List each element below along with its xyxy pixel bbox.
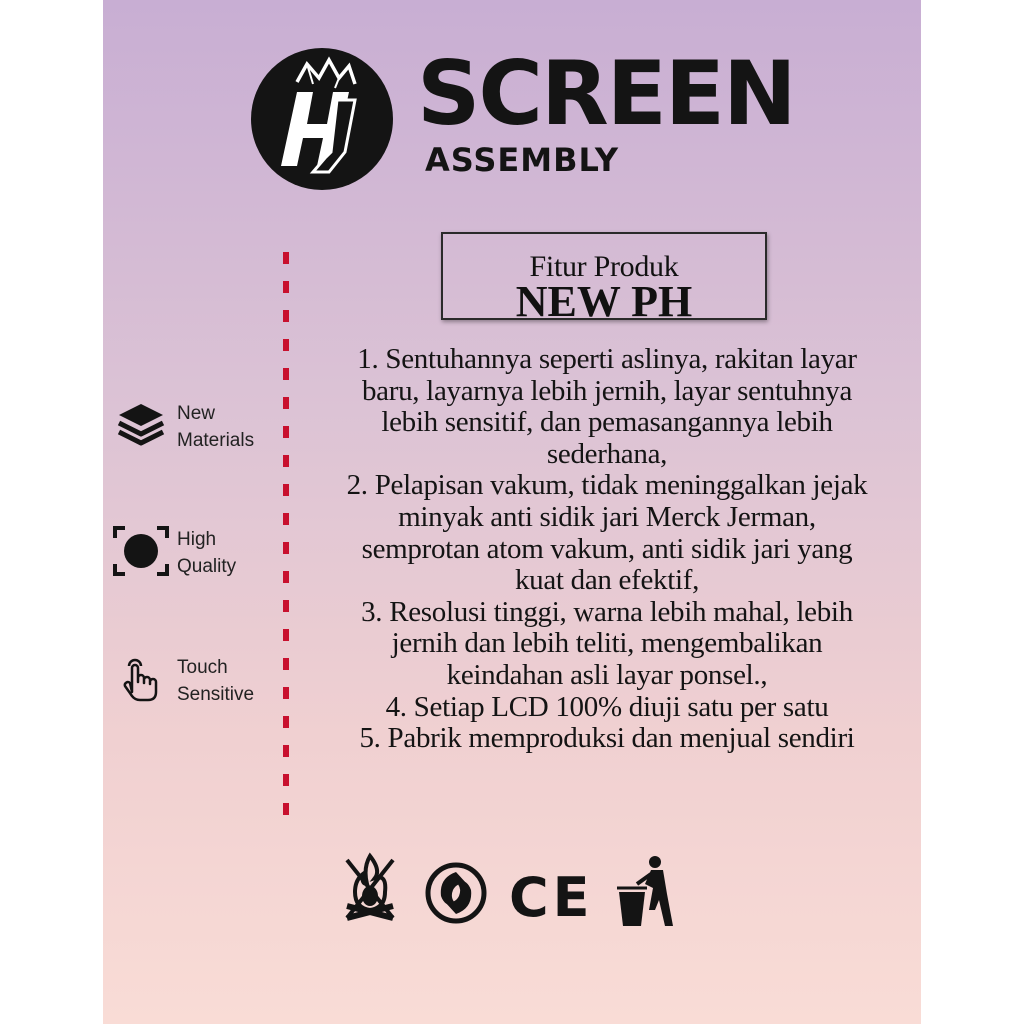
ce-mark-icon	[509, 866, 594, 929]
feature-line: 4. Setiap LCD 100% diuji satu per satu	[385, 690, 829, 723]
feature-line: semprotan atom vakum, anti sidik jari yang	[361, 532, 853, 565]
feature-list	[297, 344, 917, 755]
feature-line: lebih sensitif, dan pemasangannya lebih	[381, 406, 833, 439]
green-dot-icon	[425, 862, 487, 924]
feature-line: minyak anti sidik jari Merck Jerman,	[398, 500, 816, 533]
feature-line: sederhana,	[546, 437, 668, 470]
feature-line: 2. Pelapisan vakum, tidak meninggalkan jejak	[346, 469, 868, 502]
badge-high-quality	[113, 524, 283, 584]
certification-icons	[341, 852, 691, 932]
title-main: NEW PH	[515, 277, 693, 326]
feature-line: 3. Resolusi tinggi, warna lebih mahal, lebih	[361, 595, 853, 628]
badge-label: New Materials	[177, 403, 255, 451]
feature-line: kuat dan efektif,	[514, 564, 700, 597]
recycle-bin-icon	[615, 854, 681, 928]
layers-icon	[113, 398, 169, 454]
camera-focus-icon	[113, 524, 169, 580]
svg-text:CE: CE	[509, 866, 594, 929]
feature-line: 5. Pabrik memproduksi dan menjual sendiri	[359, 722, 855, 755]
title-subtitle: Fitur Produk	[529, 250, 679, 283]
badge-label: Touch Sensitive	[177, 657, 255, 705]
hj-crown-logo-icon	[251, 48, 393, 190]
feature-line: baru, layarnya lebih jernih, layar sentuhnya	[361, 374, 853, 407]
feature-line: jernih dan lebih teliti, mengembalikan	[391, 627, 823, 660]
product-title-box	[441, 232, 767, 326]
brand-logo	[251, 48, 393, 190]
touch-hand-icon	[113, 652, 169, 708]
badge-new-materials	[113, 398, 283, 458]
badge-touch-sensitive	[113, 652, 283, 712]
logo-letters: HJ	[322, 184, 324, 185]
brand-word-assembly: ASSEMBLY	[425, 141, 620, 179]
brand-word-screen: SCREEN	[417, 42, 795, 145]
feature-line: 1. Sentuhannya seperti aslinya, rakitan layar	[357, 343, 857, 375]
badge-label: High Quality	[177, 529, 237, 577]
poster	[103, 0, 921, 1024]
no-burn-icon	[341, 852, 399, 924]
feature-line: keindahan asli layar ponsel.,	[446, 658, 768, 691]
